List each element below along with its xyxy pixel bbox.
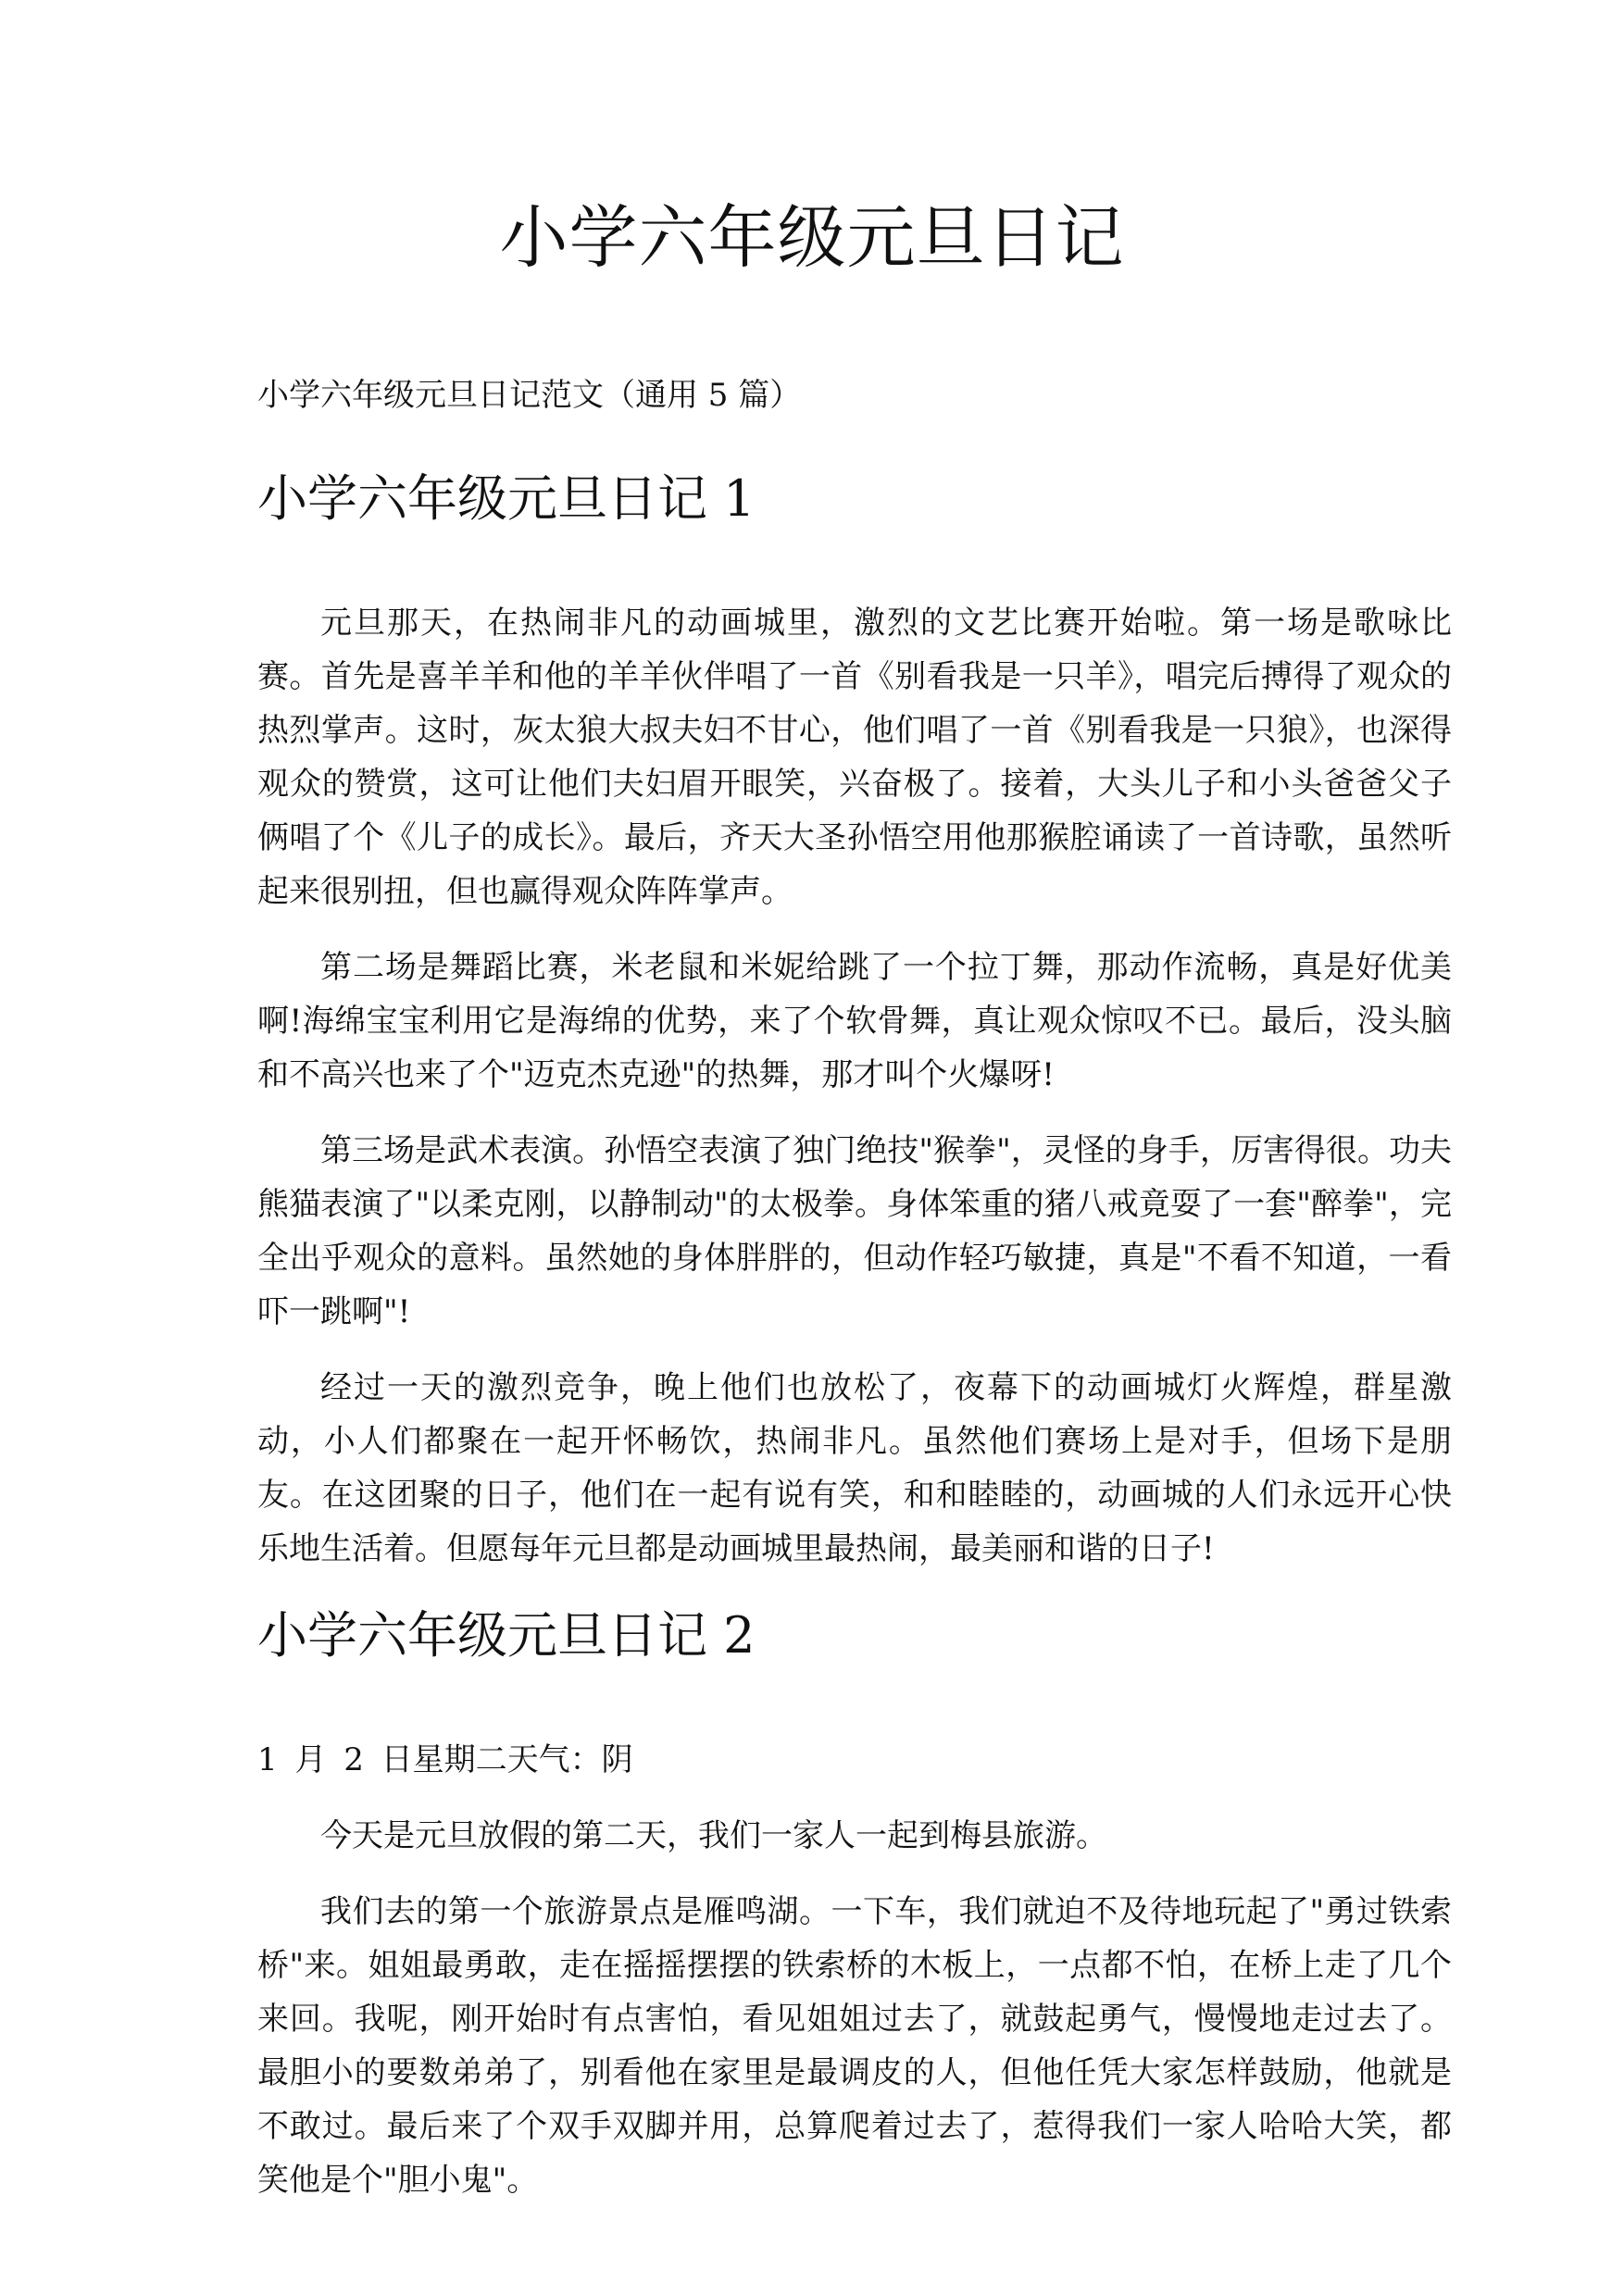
paragraph: 我们去的第一个旅游景点是雁鸣湖。一下车，我们就迫不及待地玩起了"勇过铁索桥"来。姐姐最勇敢，走在摇摇摆摆的铁索桥的木板上，一点都不怕，在桥上走了几个来回。我呢，刚开始时有点害怕，看见姐姐过去了，就鼓起勇气，慢慢地走过去了。最胆小的要数弟弟了，别看他在家里是最调皮的人，但他任凭大家怎样鼓励，他就是不敢过。最后来了个双手双脚并用，总算爬着过去了，惹得我们一家人哈哈大笑，都笑他是个"胆小鬼"。 bbox=[257, 1893, 1452, 2199]
paragraph: 元旦那天，在热闹非凡的动画城里，激烈的文艺比赛开始啦。第一场是歌咏比赛。首先是喜羊羊和他的羊羊伙伴唱了一首《别看我是一只羊》，唱完后搏得了观众的热烈掌声。这时，灰太狼大叔夫妇不甘心，他们唱了一首《别看我是一只狼》，也深得观众的赞赏，这可让他们夫妇眉开眼笑，兴奋极了。接着，大头儿子和小头爸爸父子俩唱了个《儿子的成长》。最后，齐天大圣孙悟空用他那猴腔诵读了一首诗歌，虽然听起来很别扭，但也赢得观众阵阵掌声。 bbox=[257, 605, 1452, 910]
paragraph: 经过一天的激烈竞争，晚上他们也放松了，夜幕下的动画城灯火辉煌，群星激动，小人们都聚在一起开怀畅饮，热闹非凡。虽然他们赛场上是对手，但场下是朋友。在这团聚的日子，他们在一起有说有笑，和和睦睦的，动画城的人们永远开心快乐地生活着。但愿每年元旦都是动画城里最热闹，最美丽和谐的日子! bbox=[257, 1369, 1452, 1567]
document-subtitle: 小学六年级元旦日记范文（通用 5 篇） bbox=[257, 377, 802, 414]
date-line: 1 月 2 日星期二天气：阴 bbox=[257, 1741, 633, 1778]
paragraph: 今天是元旦放假的第二天，我们一家人一起到梅县旅游。 bbox=[320, 1817, 1107, 1854]
paragraph: 第三场是武术表演。孙悟空表演了独门绝技"猴拳"，灵怪的身手，厉害得很。功夫熊猫表演了"以柔克刚，以静制动"的太极拳。身体笨重的猪八戒竟耍了一套"醉拳"，完全出乎观众的意料。虽然她的身体胖胖的，但动作轻巧敏捷，真是"不看不知道，一看吓一跳啊"! bbox=[257, 1132, 1452, 1330]
document-title: 小学六年级元旦日记 bbox=[499, 198, 1125, 278]
document-body bbox=[257, 368, 1452, 2229]
section-heading-1: 小学六年级元旦日记 1 bbox=[257, 469, 756, 528]
section-heading-2: 小学六年级元旦日记 2 bbox=[257, 1606, 756, 1665]
paragraph: 第二场是舞蹈比赛，米老鼠和米妮给跳了一个拉丁舞，那动作流畅，真是好优美啊!海绵宝宝利用它是海绵的优势，来了个软骨舞，真让观众惊叹不已。最后，没头脑和不高兴也来了个"迈克杰克逊"的热舞，那才叫个火爆呀! bbox=[257, 949, 1452, 1093]
